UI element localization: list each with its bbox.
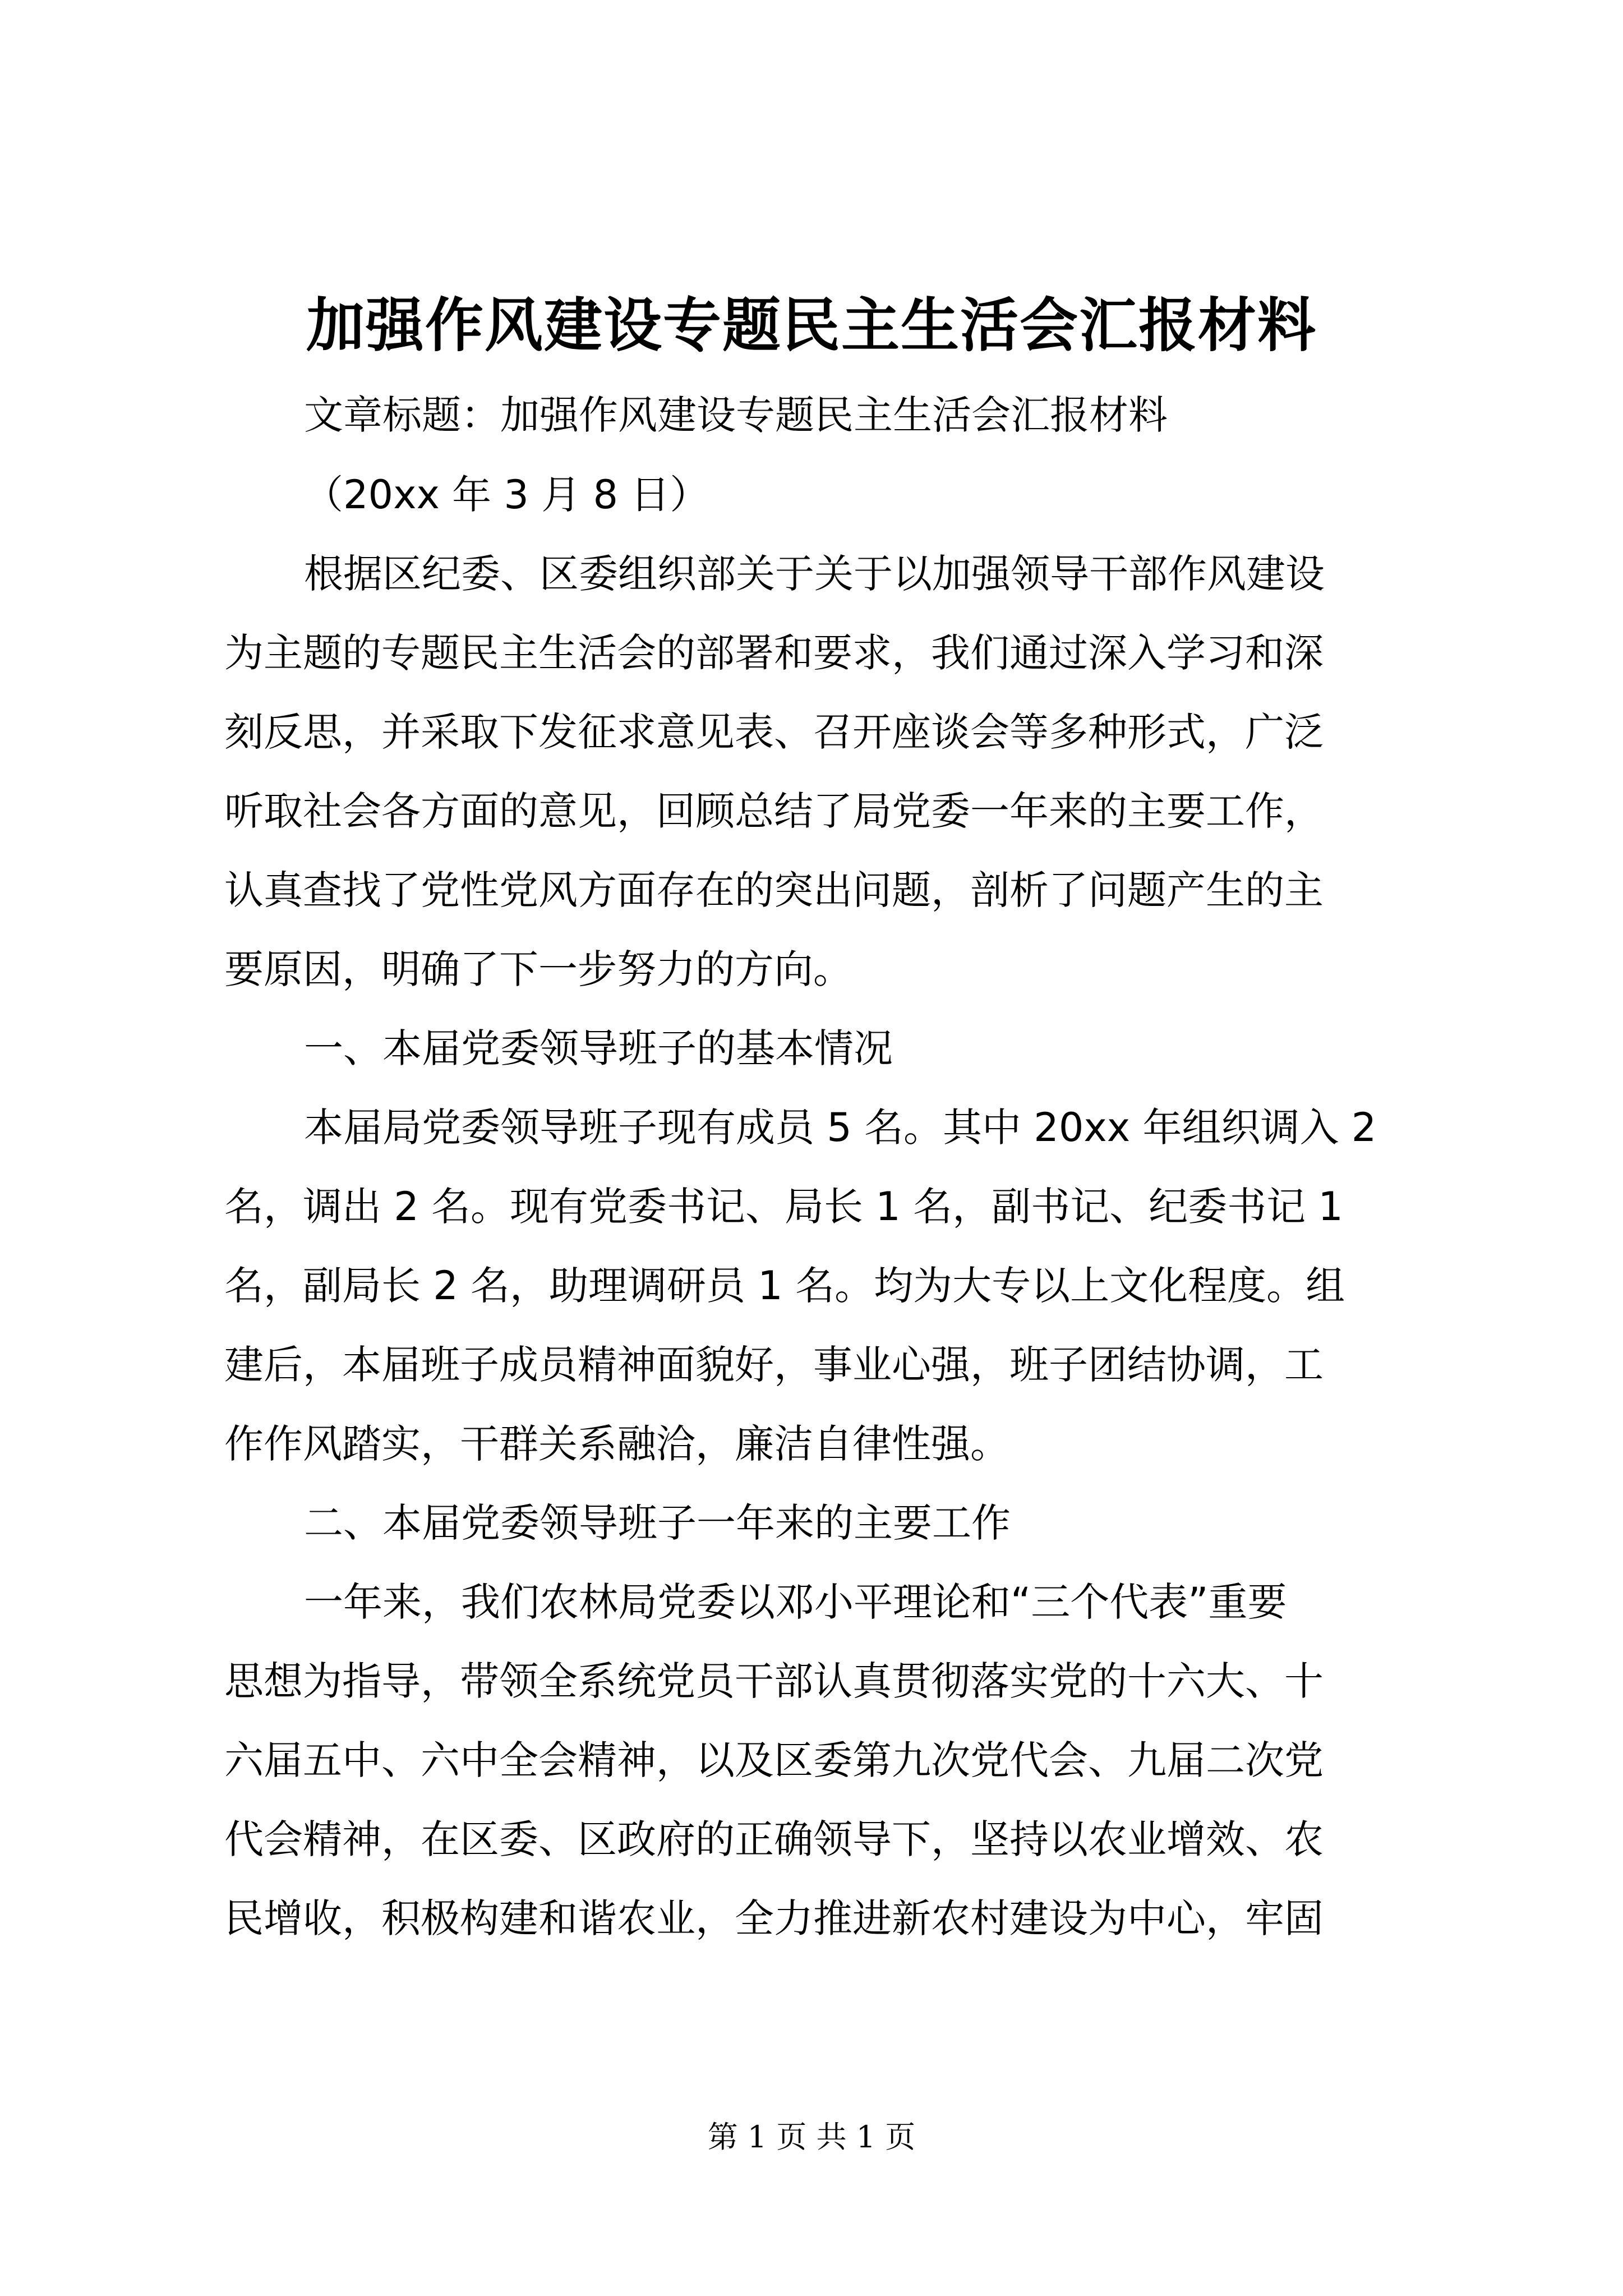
paragraph-2-line-4: 建后，本届班子成员精神面貌好，事业心强，班子团结协调，工: [224, 1342, 1324, 1388]
paragraph-3-line-4: 代会精神，在区委、区政府的正确领导下，坚持以农业增效、农: [224, 1816, 1324, 1862]
paragraph-1-line-1: 根据区纪委、区委组织部关于关于以加强领导干部作风建设: [304, 551, 1325, 597]
page-number-footer: 第 1 页 共 1 页: [707, 2119, 916, 2155]
paragraph-1-line-4: 听取社会各方面的意见，回顾总结了局党委一年来的主要工作，: [224, 788, 1324, 834]
paragraph-1-line-2: 为主题的专题民主生活会的部署和要求，我们通过深入学习和深: [224, 630, 1324, 676]
paragraph-2-line-5: 作作风踏实，干群关系融洽，廉洁自律性强。: [224, 1421, 1009, 1467]
paragraph-1-line-3: 刻反思，并采取下发征求意见表、召开座谈会等多种形式，广泛: [224, 709, 1324, 755]
section-1-heading: 一、本届党委领导班子的基本情况: [304, 1025, 893, 1071]
document-title: 加强作风建设专题民主生活会汇报材料: [306, 291, 1317, 360]
paragraph-2-line-1: 本届局党委领导班子现有成员 5 名。其中 20xx 年组织调入 2: [304, 1105, 1377, 1151]
article-title-line: 文章标题：加强作风建设专题民主生活会汇报材料: [304, 392, 1168, 438]
paragraph-1-line-5: 认真查找了党性党风方面存在的突出问题，剖析了问题产生的主: [224, 867, 1324, 913]
paragraph-3-line-5: 民增收，积极构建和谐农业，全力推进新农村建设为中心，牢固: [224, 1895, 1324, 1941]
section-2-heading: 二、本届党委领导班子一年来的主要工作: [304, 1500, 1011, 1546]
paragraph-3-line-3: 六届五中、六中全会精神，以及区委第九次党代会、九届二次党: [224, 1737, 1324, 1783]
date-line: （20xx 年 3 月 8 日）: [304, 472, 709, 518]
paragraph-1-line-6: 要原因，明确了下一步努力的方向。: [224, 946, 852, 992]
paragraph-2-line-3: 名，副局长 2 名，助理调研员 1 名。均为大专以上文化程度。组: [224, 1263, 1345, 1309]
paragraph-3-line-1: 一年来，我们农林局党委以邓小平理论和“三个代表”重要: [304, 1579, 1287, 1625]
paragraph-2-line-2: 名，调出 2 名。现有党委书记、局长 1 名，副书记、纪委书记 1: [224, 1184, 1343, 1230]
paragraph-3-line-2: 思想为指导，带领全系统党员干部认真贯彻落实党的十六大、十: [224, 1658, 1324, 1704]
